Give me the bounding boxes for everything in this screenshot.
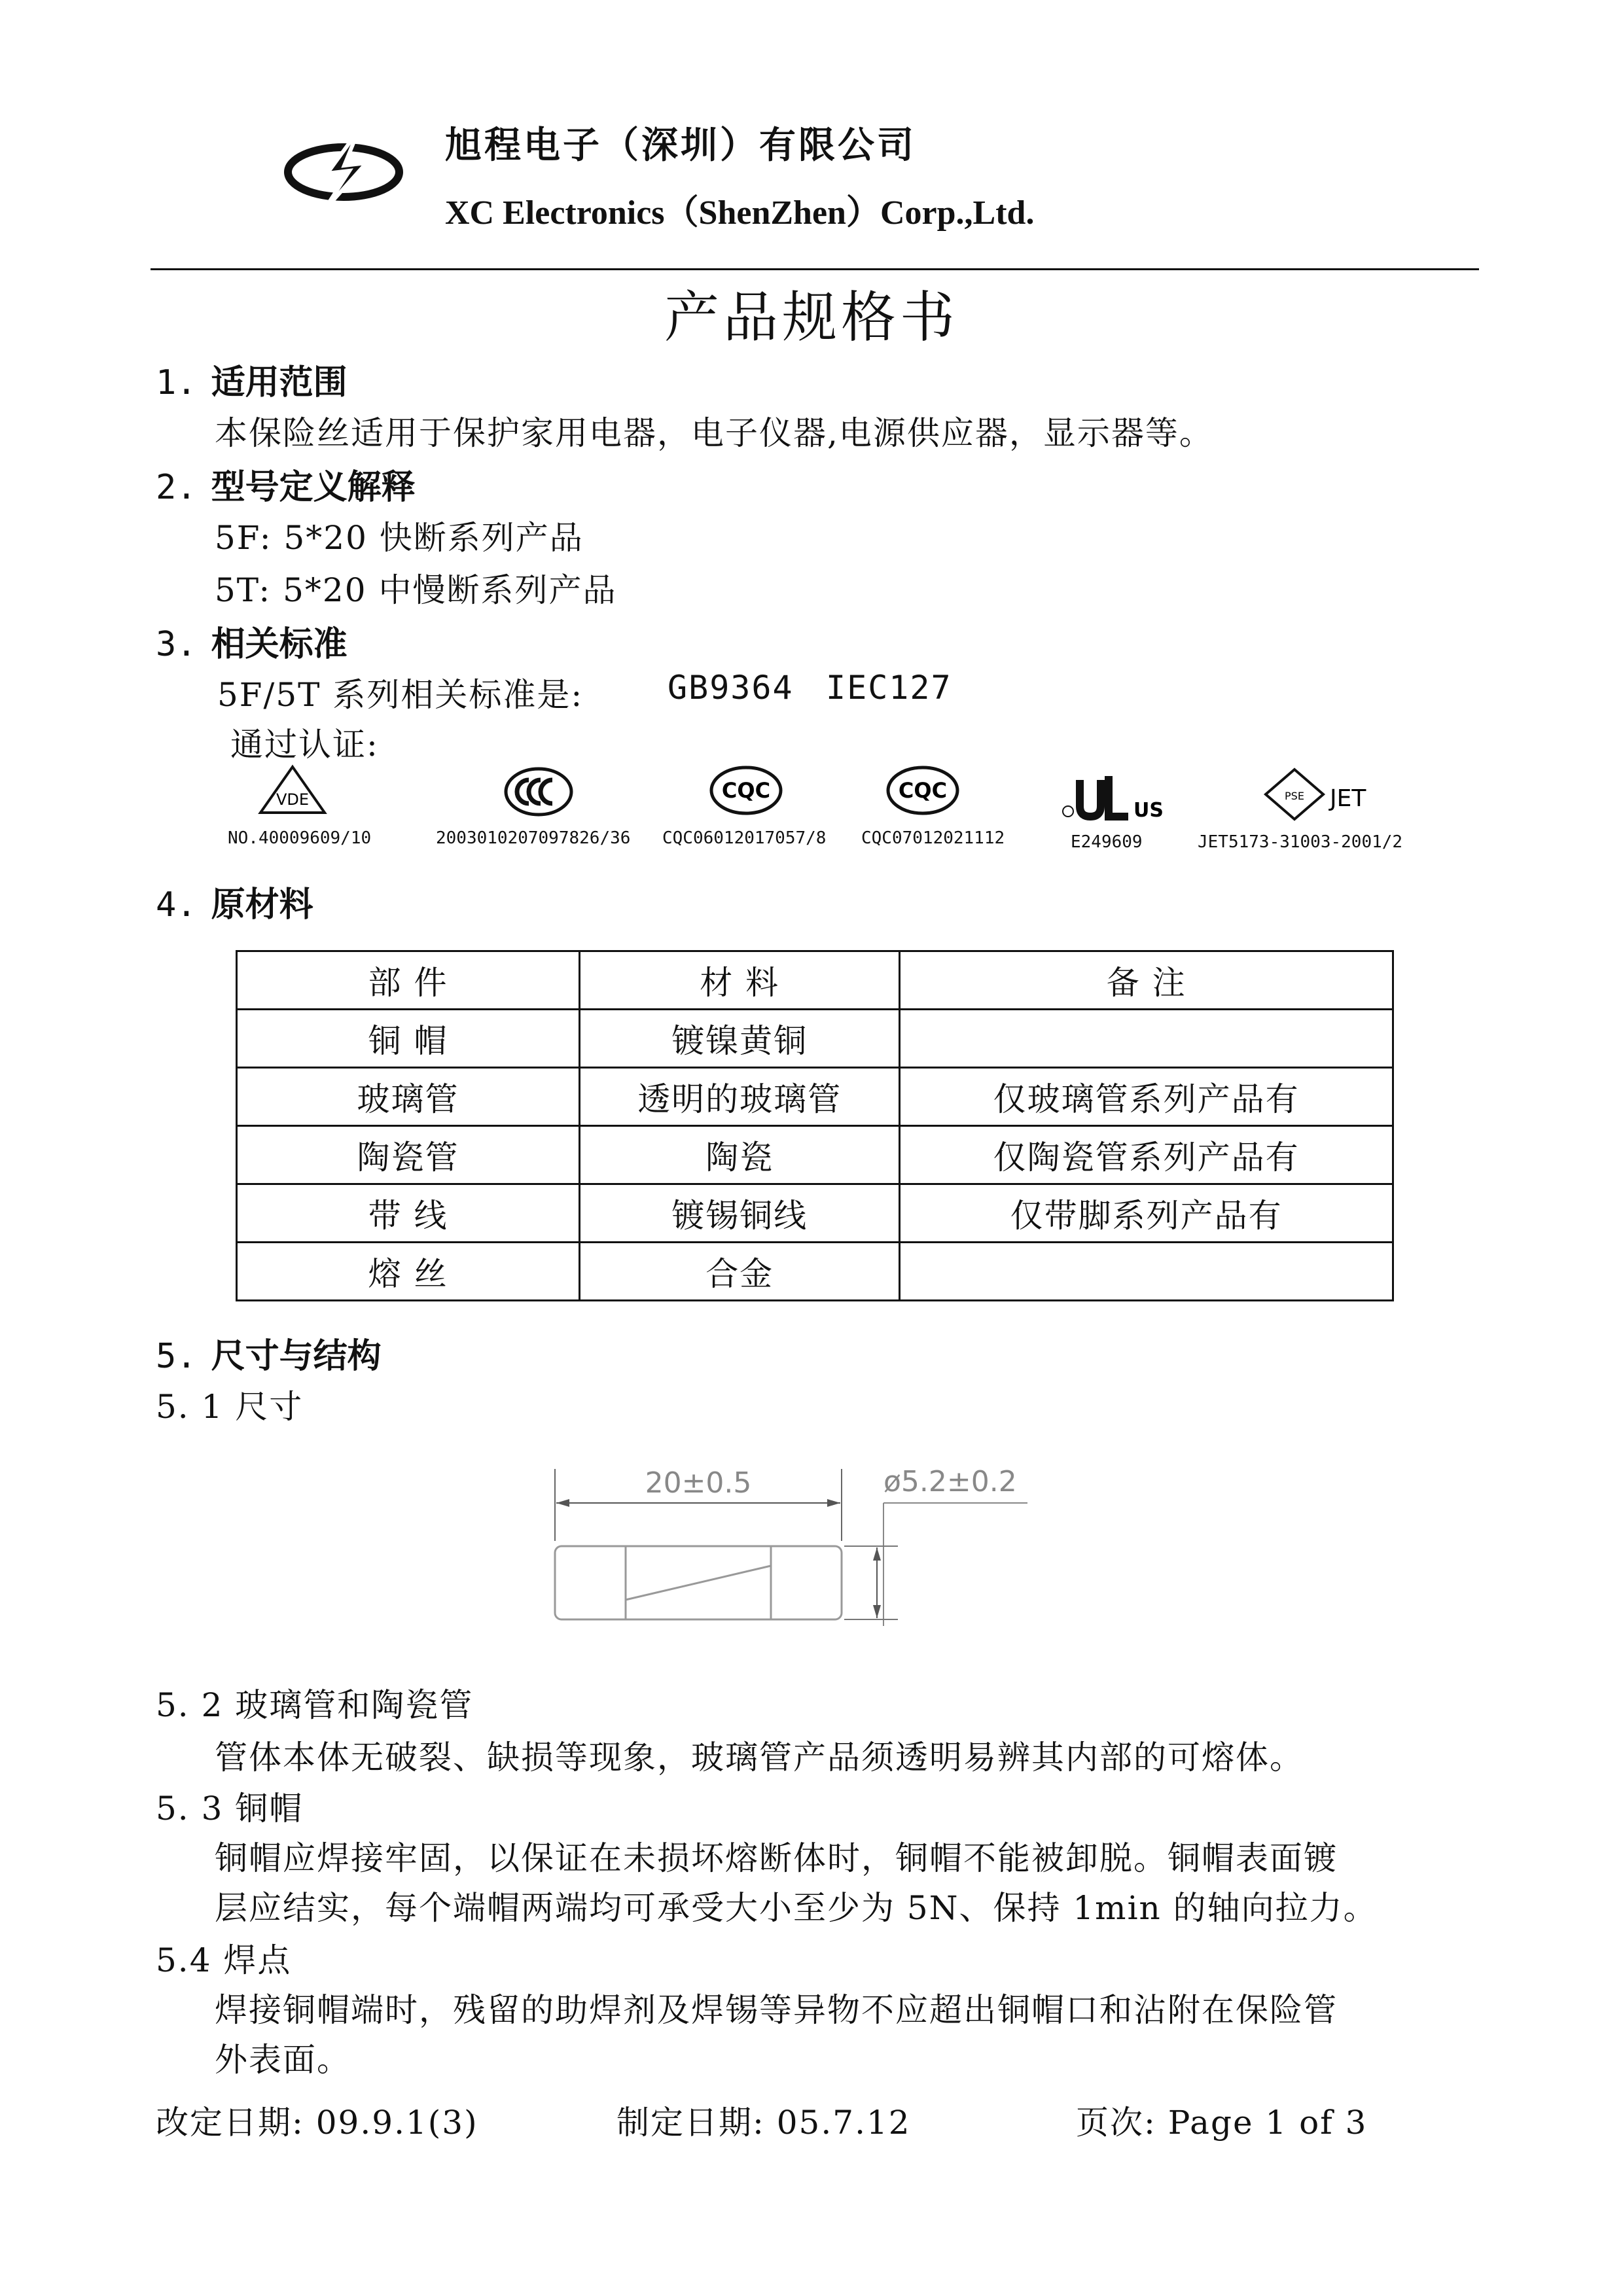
ul-mark-icon — [1060, 773, 1165, 826]
section-5-number: 5. — [156, 1337, 197, 1376]
jet-mark-text: JET — [1330, 785, 1366, 812]
footer-page-number: 页次: Page 1 of 3 — [1076, 2104, 1368, 2142]
model-5f: 5F: 5*20 快断系列产品 — [215, 519, 584, 557]
cqc-mark-icon — [709, 766, 783, 815]
section-3-number: 3. — [156, 625, 197, 664]
cell-material: 合金 — [580, 1243, 900, 1301]
subsection-5-3-text-1: 铜帽应焊接牢固，以保证在未损坏熔断体时，铜帽不能被卸脱。铜帽表面镀 — [215, 1839, 1338, 1877]
footer-created-date: 制定日期: 05.7.12 — [616, 2104, 911, 2142]
company-name-en: XC Electronics（ShenZhen）Corp.,Ltd. — [445, 194, 1035, 232]
model-5t: 5T: 5*20 中慢断系列产品 — [215, 571, 617, 609]
diameter-dimension-label: ø5.2±0.2 — [883, 1465, 1017, 1498]
subsection-5-3: 5. 3 铜帽 — [156, 1790, 304, 1828]
cell-part: 铜 帽 — [237, 1010, 580, 1068]
table-row — [237, 1068, 1393, 1126]
section-3-heading — [156, 616, 348, 665]
section-1-heading — [156, 355, 348, 404]
cqc-mark-text: CQC — [721, 778, 771, 803]
cell-remark — [900, 1010, 1393, 1068]
table-row — [237, 1126, 1393, 1184]
subsection-5-2-text: 管体本体无破裂、缺损等现象，玻璃管产品须透明易辨其内部的可熔体。 — [215, 1739, 1304, 1776]
section-5-title: 尺寸与结构 — [211, 1337, 382, 1376]
cell-material: 镀镍黄铜 — [580, 1010, 900, 1068]
fuse-dimension-drawing — [543, 1449, 1041, 1646]
cell-part: 带 线 — [237, 1184, 580, 1243]
cqc-cert-code-1: CQC06012017057/8 — [662, 828, 827, 848]
certification-label: 通过认证: — [230, 726, 379, 764]
section-5-heading — [156, 1328, 382, 1377]
company-name-cn: 旭程电子（深圳）有限公司 — [445, 124, 916, 167]
section-2-title: 型号定义解释 — [211, 468, 416, 507]
cqc-mark-text-2: CQC — [898, 778, 948, 803]
subsection-5-3-text-2: 层应结实，每个端帽两端均可承受大小至少为 5N、保持 1min 的轴向拉力。 — [215, 1889, 1378, 1927]
ul-cert-code: E249609 — [1071, 832, 1143, 852]
cell-material: 陶瓷 — [580, 1126, 900, 1184]
cqc-mark-icon-2 — [886, 766, 959, 815]
header-part: 部 件 — [237, 951, 580, 1010]
company-logo — [281, 128, 406, 213]
section-4-title: 原材料 — [211, 885, 313, 925]
length-dimension-label: 20±0.5 — [645, 1466, 752, 1500]
cell-part: 玻璃管 — [237, 1068, 580, 1126]
header-material: 材 料 — [580, 951, 900, 1010]
section-4-heading — [156, 877, 313, 926]
subsection-5-4: 5.4 焊点 — [156, 1941, 292, 1979]
vde-cert-code: NO.40009609/10 — [228, 828, 372, 848]
header-remark: 备 注 — [900, 951, 1393, 1010]
cell-material: 透明的玻璃管 — [580, 1068, 900, 1126]
vde-mark-icon — [257, 764, 329, 817]
document-title: 产品规格书 — [664, 285, 959, 349]
materials-table — [236, 950, 1394, 1301]
section-1-title: 适用范围 — [211, 363, 348, 402]
cell-part: 熔 丝 — [237, 1243, 580, 1301]
table-row — [237, 1243, 1393, 1301]
cell-remark: 仅陶瓷管系列产品有 — [900, 1126, 1393, 1184]
vde-mark-text: VDE — [276, 790, 310, 809]
cell-part: 陶瓷管 — [237, 1126, 580, 1184]
table-row — [237, 1010, 1393, 1068]
subsection-5-4-text-1: 焊接铜帽端时，残留的助焊剂及焊锡等异物不应超出铜帽口和沾附在保险管 — [215, 1991, 1338, 2029]
section-3-title: 相关标准 — [211, 625, 348, 664]
subsection-5-4-text-2: 外表面。 — [215, 2041, 351, 2079]
jet-cert-code: JET5173-31003-2001/2 — [1198, 832, 1403, 852]
cell-remark — [900, 1243, 1393, 1301]
standard-iec: IEC127 — [826, 669, 952, 707]
jet-mark-icon — [1262, 766, 1383, 824]
section-2-heading — [156, 459, 416, 508]
footer-revised-date: 改定日期: 09.9.1(3) — [156, 2104, 478, 2142]
ul-mark-text: US — [1133, 799, 1164, 822]
table-header-row — [237, 951, 1393, 1010]
cqc-cert-code-2: CQC07012021112 — [861, 828, 1005, 848]
ccc-mark-icon — [504, 767, 573, 817]
header-divider — [151, 268, 1479, 270]
table-row — [237, 1184, 1393, 1243]
section-4-number: 4. — [156, 885, 197, 925]
subsection-5-2: 5. 2 玻璃管和陶瓷管 — [156, 1686, 474, 1724]
cell-remark: 仅玻璃管系列产品有 — [900, 1068, 1393, 1126]
section-1-number: 1. — [156, 363, 197, 402]
standards-line: 5F/5T 系列相关标准是: — [217, 676, 584, 714]
pse-mark-text: PSE — [1285, 790, 1304, 802]
ccc-cert-code: 2003010207097826/36 — [436, 828, 631, 848]
cell-material: 镀锡铜线 — [580, 1184, 900, 1243]
section-2-number: 2. — [156, 468, 197, 507]
scope-text: 本保险丝适用于保护家用电器，电子仪器,电源供应器，显示器等。 — [215, 414, 1213, 452]
subsection-5-1: 5. 1 尺寸 — [156, 1388, 304, 1426]
standard-gb: GB9364 — [668, 669, 794, 707]
cell-remark: 仅带脚系列产品有 — [900, 1184, 1393, 1243]
